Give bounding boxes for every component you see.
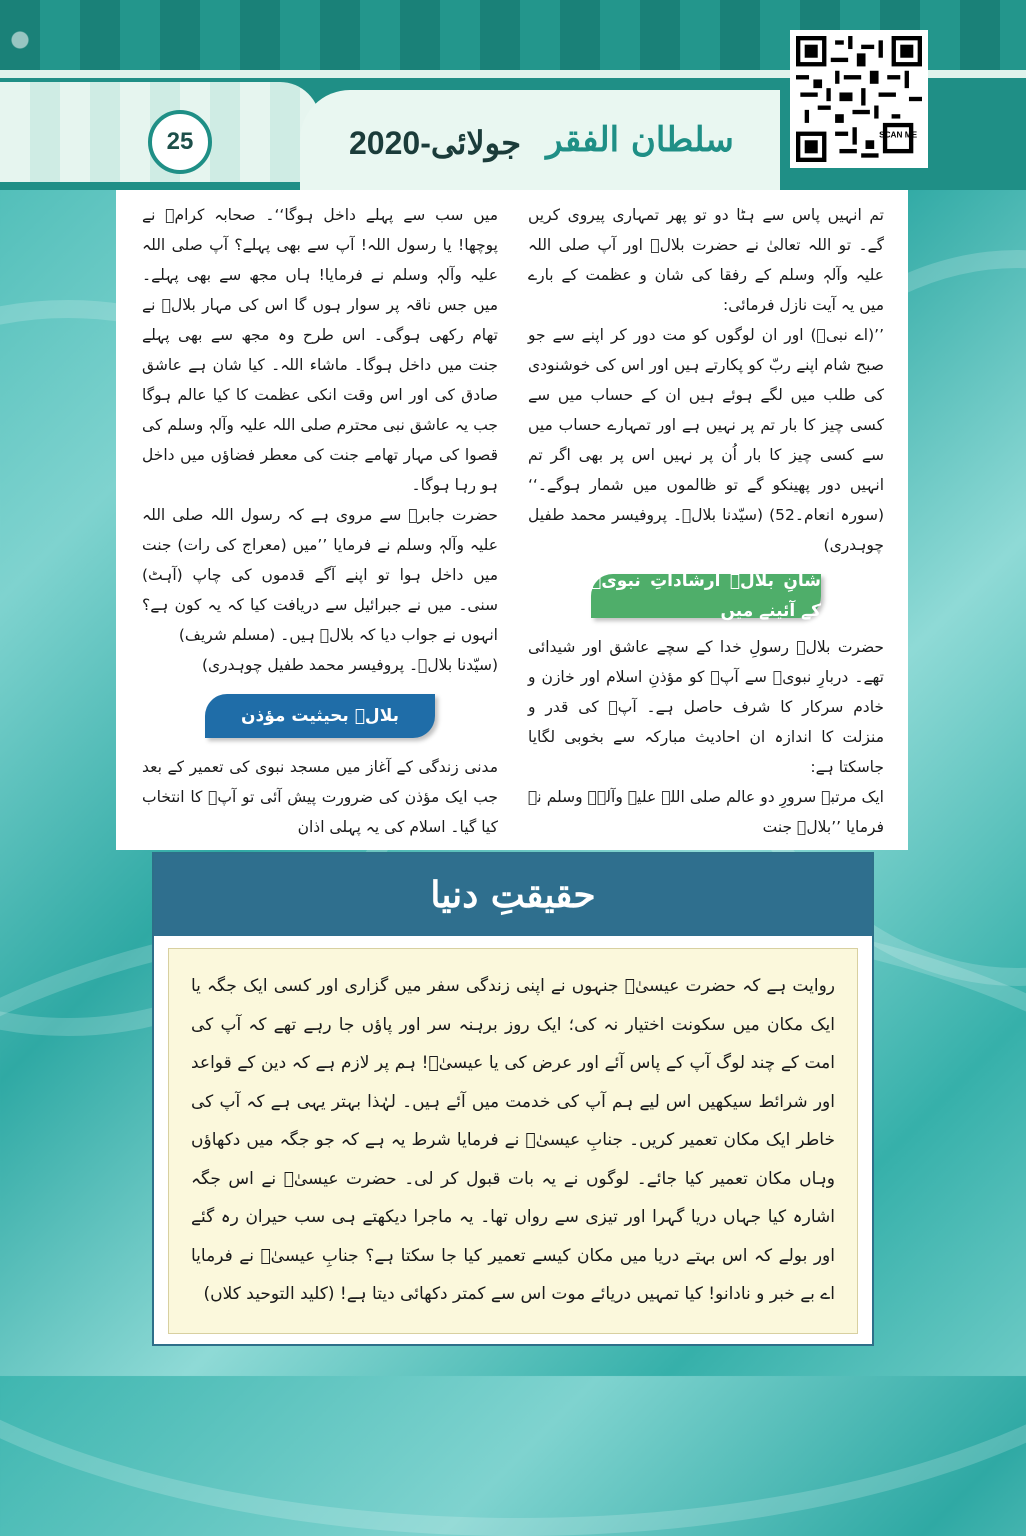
page-number: 25 bbox=[148, 110, 212, 174]
article-paragraph: حضرت جابرؓ سے مروی ہے کہ رسول اللہ صلی اللہ علیہ وآلہٖ وسلم نے فرمایا ’’میں (معراج کی رات) جنت میں داخل ہوا تو اپنے آگے قدموں کی چاپ (آہٹ) سنی۔ میں نے جبرائیل سے دریافت کیا کہ یہ کون ہے؟ انہوں نے جواب دیا کہ بلالؓ ہیں۔ (مسلم شریف) bbox=[142, 506, 498, 644]
qr-code-icon bbox=[796, 36, 922, 162]
article-card bbox=[116, 190, 908, 850]
citation: (سیّدنا بلالؓ۔ پروفیسر محمد طفیل چوہدری) bbox=[201, 656, 498, 674]
article-paragraph: حضرت بلالؓ رسولِ خدا کے سچے عاشق اور شیدائی تھے۔ دربارِ نبویؐ سے آپؓ کو مؤذنِ اسلام اور خازن و خادم سرکار کا شرف حاصل ہے۔ آپؓ کی قدر و منزلت کا اندازہ ان احادیث مبارکہ سے بخوبی لگایا جاسکتا ہے: bbox=[528, 638, 884, 776]
qr-code[interactable] bbox=[790, 30, 928, 168]
issue-date: جولائی-2020 bbox=[349, 125, 521, 161]
story-text: روایت ہے کہ حضرت عیسیٰؑ جنہوں نے اپنی زندگی سفر میں گزاری اور کسی ایک جگہ یا ایک مکان میں سکونت اختیار نہ کی؛ ایک روز برہنہ سر اور پاؤں جا رہے تھے کہ آپ کی امت کے چند لوگ آپ کے پاس آئے اور عرض کی یا عیسیٰؑ! ہم پر لازم ہے کہ دین کے قواعد اور شرائط سیکھیں اس لیے ہم آپ کی خدمت میں آئے ہیں۔ لہٰذا بہتر یہی ہے کہ آپ کی خاطر ایک مکان تعمیر کریں۔ جنابِ عیسیٰؑ نے فرمایا شرط یہ ہے کہ جو جگہ میں دکھاؤں وہاں مکان تعمیر کیا جائے۔ لوگوں نے یہ بات قبول کر لی۔ حضرت عیسیٰؑ نے اس جگہ اشارہ کیا جہاں دریا گہرا اور تیزی سے رواں تھا۔ یہ ماجرا دیکھتے ہی سب حیران رہ گئے اور بولے کہ اس بہتے دریا میں مکان کیسے تعمیر کیا جا سکتا ہے؟ جنابِ عیسیٰؑ نے فرمایا اے بے خبر و نادانو! کیا تمہیں دریائے موت اس سے کمتر دکھائی دیتا ہے! (کلید التوحید کلاں) bbox=[191, 976, 835, 1304]
section-heading: شانِ بلالؓ ارشاداتِ نبویؐ کے آئینے میں bbox=[591, 571, 821, 621]
article-column-left bbox=[142, 200, 498, 842]
magazine-title: سلطان الفقر bbox=[546, 120, 734, 160]
article-paragraph: ایک مرتبہ سرورِ دو عالم صلی اللہ علیہ وآلہٖ وسلم نے فرمایا ’’بلالؓ جنت bbox=[528, 788, 884, 836]
quote-paragraph: ’’(اے نبیؐ) اور ان لوگوں کو مت دور کر اپنے سے جو صبح شام اپنے ربّ کو پکارتے ہیں اور اس کی خوشنودی کی طلب میں لگے ہوئے ہیں ان کے حساب میں سے کسی چیز کا بار تم پر نہیں ہے اور تمہارے حساب میں سے کسی چیز کا بار اُن پر نہیں اس پر بھی اگر تم انہیں دور پھینکو گے تو ظالموں میں شمار ہوگے۔‘‘ (سورہ انعام۔52) (سیّدنا بلالؓ۔ پروفیسر محمد طفیل چوہدری) bbox=[528, 326, 884, 554]
section-heading: بلالؓ بحیثیت مؤذن bbox=[205, 694, 435, 738]
story-header bbox=[154, 854, 872, 936]
article-column-right bbox=[528, 200, 884, 842]
article-paragraph: مدنی زندگی کے آغاز میں مسجد نبوی کی تعمیر کے بعد جب ایک مؤذن کی ضرورت پیش آئی تو آپؓ کا انتخاب کیا گیا۔ اسلام کی یہ پہلی اذان bbox=[142, 758, 498, 836]
article-paragraph: تم انہیں پاس سے ہٹا دو تو پھر تمہاری پیروی کریں گے۔ تو اللہ تعالیٰ نے حضرت بلالؓ اور آپ صلی اللہ علیہ وآلہٖ وسلم کے رفقا کی شان و عظمت کے بارے میں یہ آیت نازل فرمائی: bbox=[528, 206, 884, 314]
story-body bbox=[168, 948, 858, 1334]
article-paragraph: میں سب سے پہلے داخل ہوگا‘‘۔ صحابہ کرامؓ نے پوچھا! یا رسول اللہ! آپ سے بھی پہلے؟ آپ صلی اللہ علیہ وآلہٖ وسلم نے فرمایا! ہاں مجھ سے بھی پہلے۔ میں جس ناقہ پر سوار ہوں گا اس کی مہار بلالؓ نے تھام رکھی ہوگی۔ اس طرح وہ مجھ سے بھی پہلے جنت میں داخل ہوگا۔ ماشاء اللہ۔ کیا شان ہے عاشق صادق کی اور اس وقت انکی عظمت کا کیا عالم ہوگا جب یہ عاشق نبی محترم صلی اللہ علیہ وآلہٖ وسلم کی قصوا کی مہار تھامے جنت کی معطر فضاؤں میں داخل ہو رہا ہوگا۔ bbox=[142, 206, 498, 494]
qr-scan-label: SCAN ME bbox=[879, 130, 918, 140]
story-title: حقیقتِ دنیا bbox=[430, 874, 596, 916]
story-box bbox=[152, 852, 874, 1346]
